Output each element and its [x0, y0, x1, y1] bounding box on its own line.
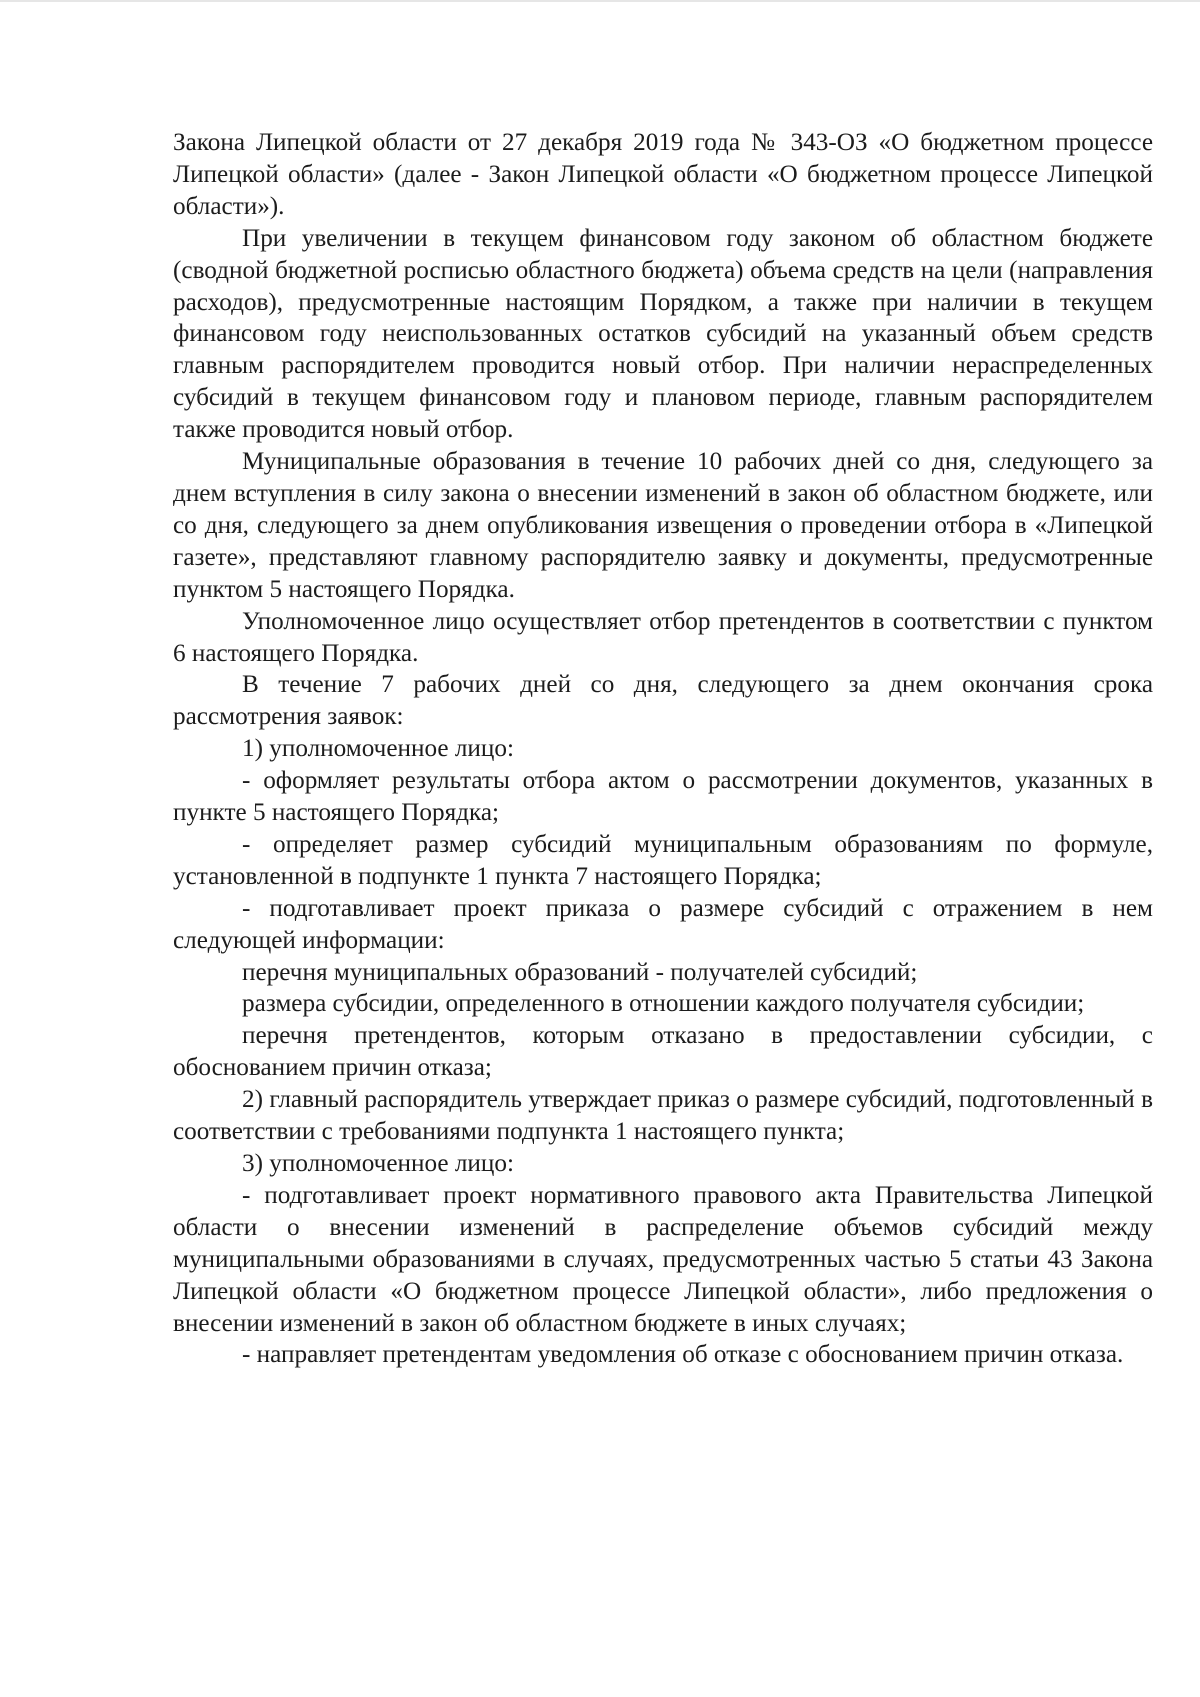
paragraph-new-selection: При увеличении в текущем финансовом году законом об областном бюджете (сводной бюджетной росписью областного бюджета) объема средств на цели (направления расходов), предусмотренные настоящим Порядком, а также при наличии в текущем финансовом году неиспользованных остатков субсидий на указанный объем средств главным распорядителем проводится новый отбор. При наличии нераспределенных субсидий в текущем финансовом году и плановом периоде, главным распорядителем также проводится новый отбор.	[173, 224, 1153, 444]
list-item-subsidy-amount-formula: - определяет размер субсидий муниципальным образованиям по формуле, установленной в подпункте 1 пункта 7 настоящего Порядка;	[173, 830, 1153, 890]
paragraph-application-deadline: Муниципальные образования в течение 10 рабочих дней со дня, следующего за днем вступления в силу закона о внесении изменений в закон об областном бюджете, или со дня, следующего за днем опубликования извещения о проведении отбора в «Липецкой газете», представляют главному распорядителю заявку и документы, предусмотренные пунктом 5 настоящего Порядка.	[173, 448, 1153, 603]
list-item-act-of-review: - оформляет результаты отбора актом о рассмотрении документов, указанных в пункте 5 настоящего Порядка;	[173, 767, 1153, 827]
paragraph-law-reference: Закона Липецкой области от 27 декабря 2019 года № 343-ОЗ «О бюджетном процессе Липецкой области» (далее - Закон Липецкой области «О бюджетном процессе Липецкой области»).	[173, 129, 1153, 220]
list-item-draft-order: - подготавливает проект приказа о размере субсидий с отражением в нем следующей информации:	[173, 894, 1153, 954]
scan-top-edge	[0, 0, 1200, 2]
list-item-2-order-approval: 2) главный распорядитель утверждает приказ о размере субсидий, подготовленный в соответствии с требованиями подпункта 1 настоящего пункта;	[173, 1086, 1153, 1146]
list-item-3-authorized-person: 3) уполномоченное лицо:	[242, 1150, 514, 1177]
document-body	[173, 127, 1153, 1371]
list-item-1-authorized-person: 1) уполномоченное лицо:	[242, 735, 514, 763]
list-item-subsidy-size: размера субсидии, определенного в отношении каждого получателя субсидии;	[242, 990, 1085, 1018]
paragraph-seven-days: В течение 7 рабочих дней со дня, следующего за днем окончания срока рассмотрения заявок:	[173, 671, 1153, 731]
list-item-draft-regulation: - подготавливает проект нормативного правового акта Правительства Липецкой области о внесении изменений в распределение объемов субсидий между муниципальными образованиями в случаях, предусмотренных частью 5 статьи 43 Закона Липецкой области «О бюджетном процессе Липецкой области», либо предложения о внесении изменений в закон об областном бюджете в иных случаях;	[173, 1181, 1153, 1337]
list-item-municipalities-list: перечня муниципальных образований - получателей субсидий;	[242, 958, 918, 986]
paragraph-selection-by-authorized-person: Уполномоченное лицо осуществляет отбор претендентов в соответствии с пунктом 6 настоящего Порядка.	[173, 607, 1153, 667]
list-item-rejection-notices: - направляет претендентам уведомления об отказе с обоснованием причин отказа.	[242, 1341, 1124, 1369]
list-item-rejected-list: перечня претендентов, которым отказано в предоставлении субсидии, с обоснованием причин отказа;	[173, 1022, 1153, 1082]
